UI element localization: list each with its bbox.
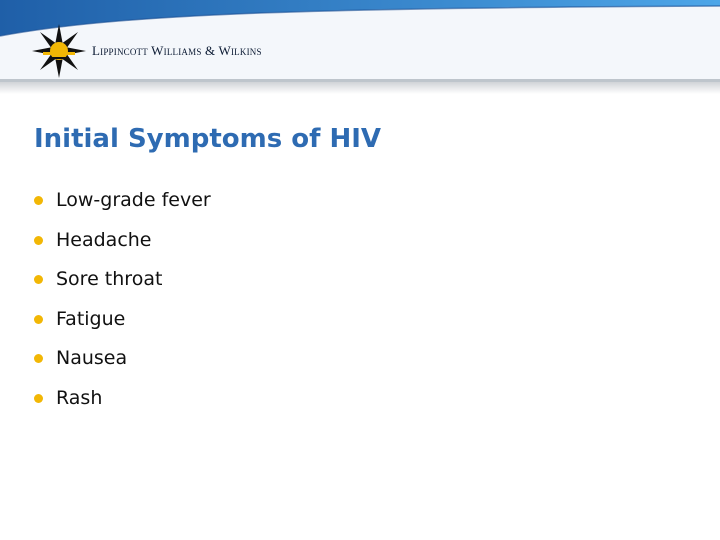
bullet-dot-icon — [34, 275, 43, 284]
bullet-dot-icon — [34, 315, 43, 324]
list-item-text: Fatigue — [56, 307, 126, 330]
header-banner — [0, 0, 720, 96]
bullet-dot-icon — [34, 236, 43, 245]
list-item — [30, 263, 211, 303]
bullet-dot-icon — [34, 354, 43, 363]
list-item-text: Rash — [56, 386, 103, 409]
bullet-dot-icon — [34, 196, 43, 205]
list-item-text: Nausea — [56, 347, 128, 370]
bullet-dot-icon — [34, 394, 43, 403]
list-item — [30, 303, 211, 343]
list-item — [30, 382, 211, 422]
list-item — [30, 184, 211, 224]
list-item — [30, 224, 211, 264]
publisher-logo-text: Lippincott Williams & Wilkins — [92, 43, 262, 58]
list-item-text: Sore throat — [56, 268, 163, 291]
sunburst-logo-icon — [30, 23, 88, 79]
slide-title: Initial Symptoms of HIV — [34, 124, 382, 154]
list-item — [30, 342, 211, 382]
symptom-list — [30, 184, 211, 422]
list-item-text: Low-grade fever — [56, 189, 211, 211]
list-item-text: Headache — [56, 228, 152, 251]
